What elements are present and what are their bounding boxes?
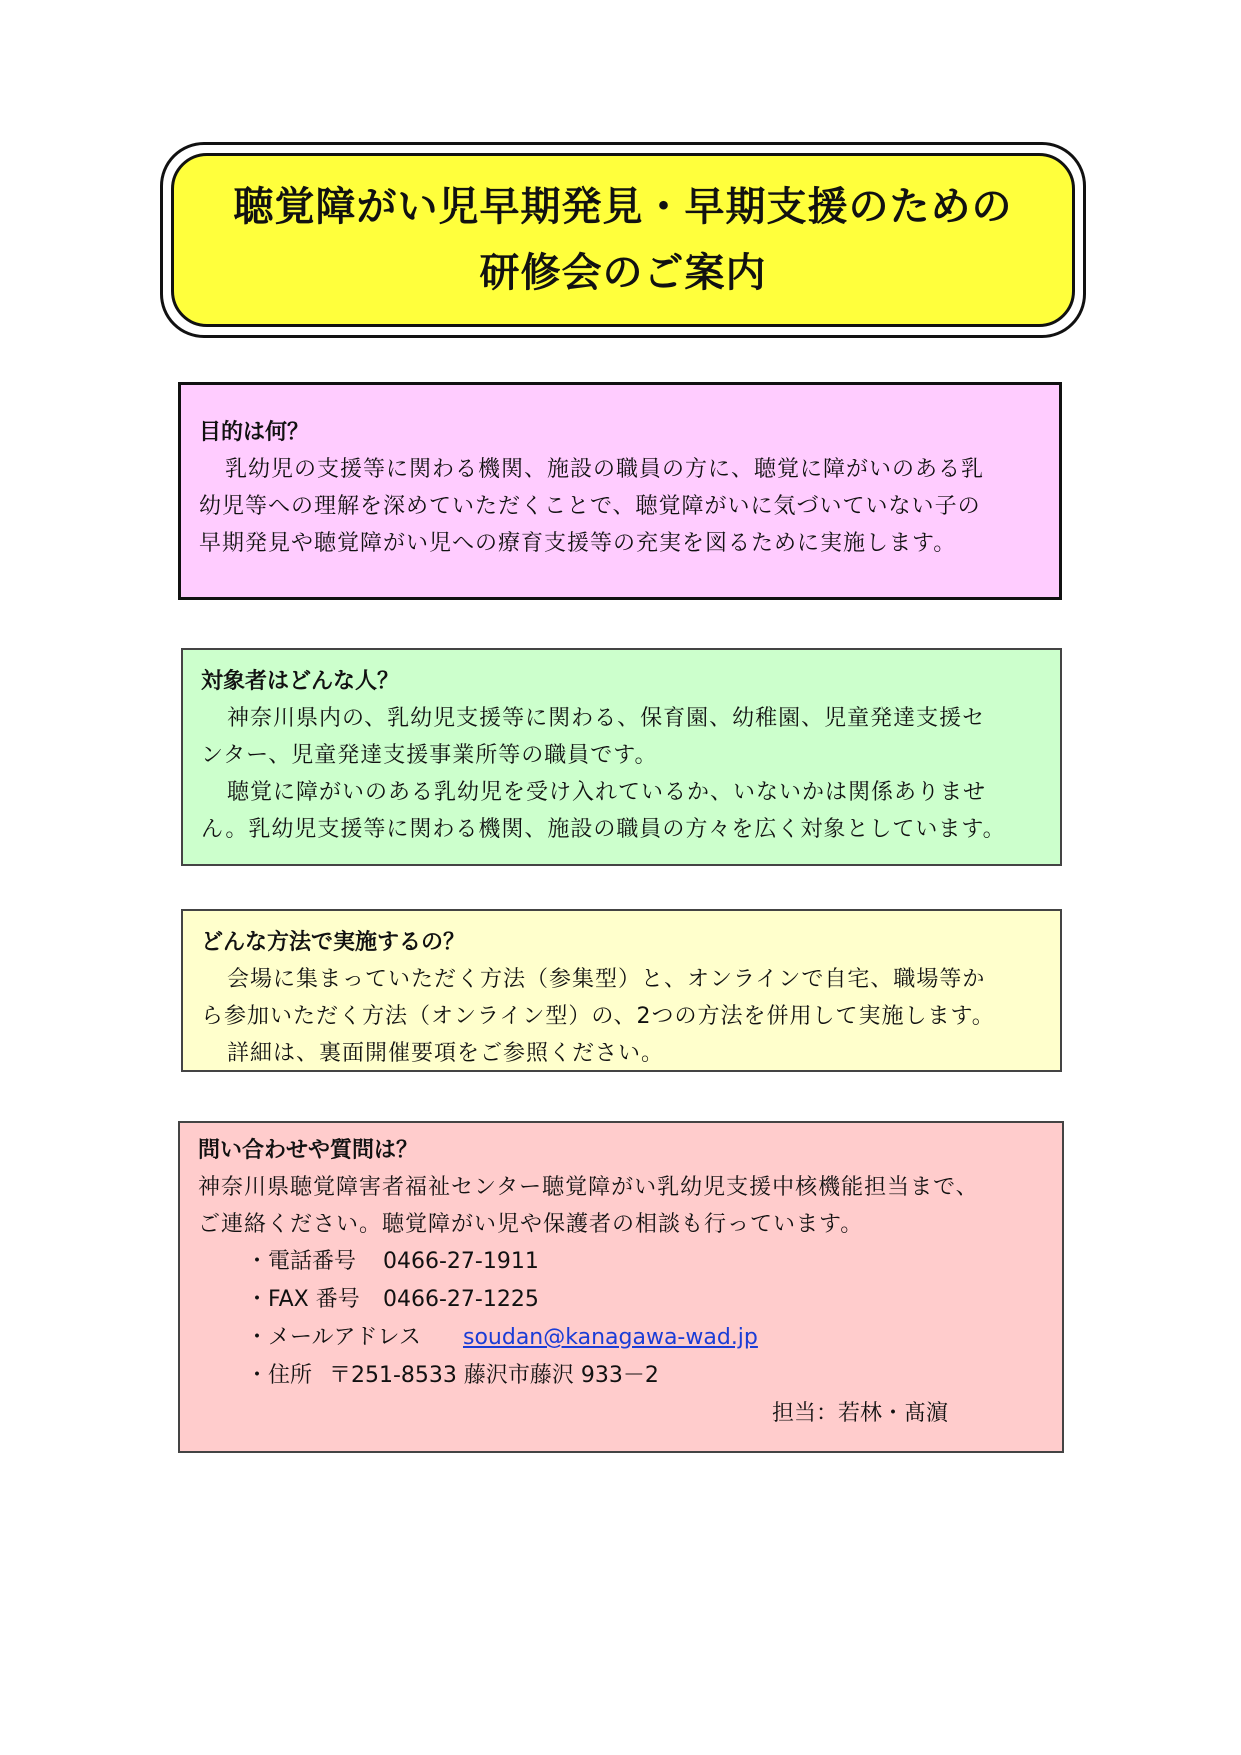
target-line-4: ん。乳幼児支援等に関わる機関、施設の職員の方々を広く対象としています。: [201, 817, 1006, 842]
method-line-2: ら参加いただく方法（オンライン型）の、2つの方法を併用して実施します。: [201, 1004, 995, 1029]
address-row: [198, 1357, 1044, 1395]
fax-row: [198, 1281, 1044, 1319]
title-banner: [160, 142, 1086, 338]
title-banner-inner: [171, 153, 1075, 327]
fax-value: 0466-27-1225: [383, 1287, 539, 1312]
address-value: 〒251-8533 藤沢市藤沢 933－2: [329, 1363, 659, 1388]
phone-label: ・電話番号: [246, 1249, 357, 1274]
purpose-section: [178, 382, 1062, 600]
method-section: [181, 909, 1062, 1072]
fax-label: ・FAX 番号: [246, 1287, 360, 1312]
title-line-1: 聴覚障がい児早期発見・早期支援のための: [233, 184, 1013, 230]
target-section: [181, 648, 1062, 866]
target-line-3: 聴覚に障がいのある乳幼児を受け入れているか、いないかは関係ありませ: [227, 780, 987, 805]
purpose-line-2: 幼児等への理解を深めていただくことで、聴覚障がいに気づいていない子の: [199, 494, 981, 519]
email-row: [198, 1319, 1044, 1357]
contact-line-2: ご連絡ください。聴覚障がい児や保護者の相談も行っています。: [198, 1212, 864, 1237]
phone-value: 0466-27-1911: [383, 1249, 539, 1274]
title-line-2: 研修会のご案内: [479, 250, 767, 296]
contact-line-1: 神奈川県聴覚障害者福祉センター聴覚障がい乳幼児支援中核機能担当まで、: [198, 1175, 979, 1200]
contact-section: [178, 1121, 1064, 1453]
method-line-1: 会場に集まっていただく方法（参集型）と、オンラインで自宅、職場等か: [227, 967, 986, 992]
purpose-line-3: 早期発見や聴覚障がい児への療育支援等の充実を図るために実施します。: [199, 531, 957, 556]
purpose-line-1: 乳幼児の支援等に関わる機関、施設の職員の方に、聴覚に障がいのある乳: [225, 457, 985, 482]
target-line-1: 神奈川県内の、乳幼児支援等に関わる、保育園、幼稚園、児童発達支援セ: [227, 706, 986, 731]
contact-heading: 問い合わせや質問は？: [198, 1138, 419, 1163]
method-line-3: 詳細は、裏面開催要項をご参照ください。: [227, 1041, 665, 1066]
email-label: ・メールアドレス: [246, 1325, 421, 1350]
target-heading: 対象者はどんな人？: [201, 669, 400, 694]
purpose-heading: 目的は何？: [199, 420, 310, 445]
email-link[interactable]: soudan@kanagawa-wad.jp: [463, 1325, 758, 1350]
address-label: ・住所: [246, 1363, 313, 1388]
method-heading: どんな方法で実施するの？: [201, 930, 466, 955]
staff-names: 担当：若林・髙濵: [771, 1401, 948, 1426]
target-line-2: ンター、児童発達支援事業所等の職員です。: [201, 743, 658, 768]
phone-row: [198, 1243, 1044, 1281]
